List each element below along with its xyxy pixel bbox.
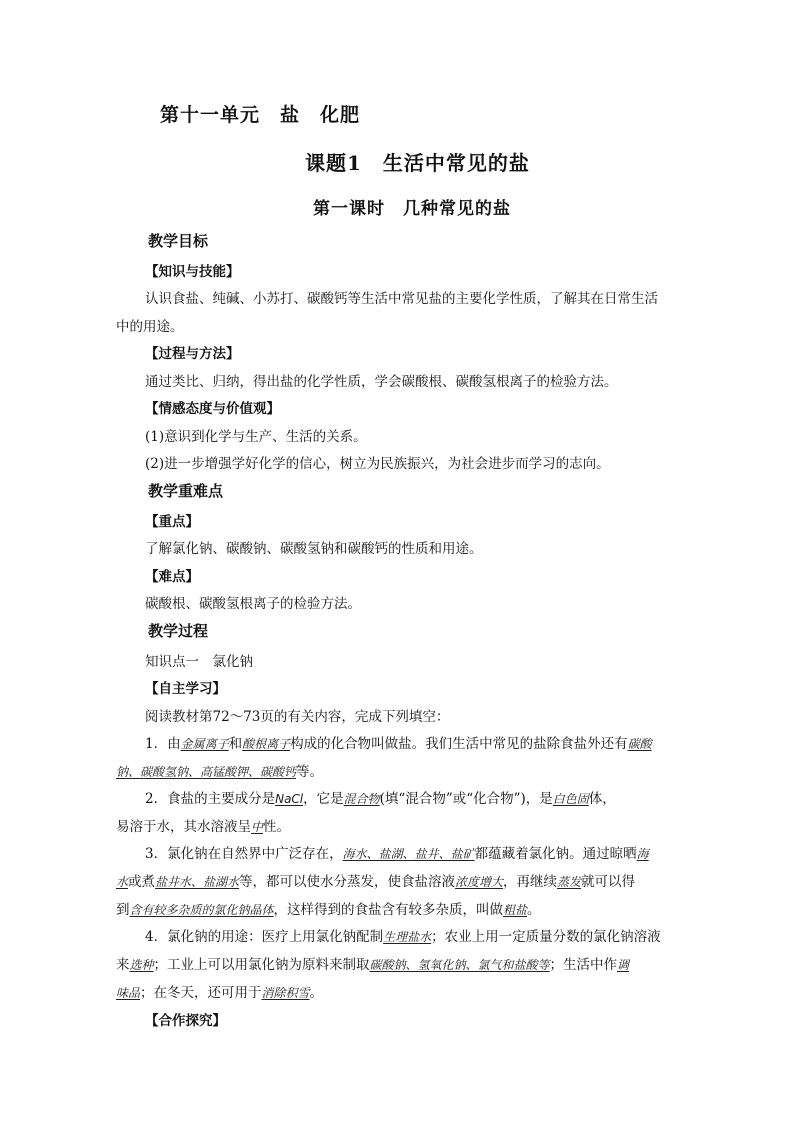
emotion-value-item-2: (2)进一步增强学好化学的信心，树立为民族振兴，为社会进步而学习的志向。	[145, 456, 610, 472]
process-method-text: 通过类比、归纳，得出盐的化学性质，学会碳酸根、碳酸氢根离子的检验方法。	[145, 374, 618, 390]
question-3-line3: 到含有较多杂质的氯化钠晶体，这样得到的食盐含有较多杂质，叫做粗盐。	[116, 902, 541, 918]
focus-text: 了解氯化钠、碳酸钠、碳酸氢钠和碳酸钙的性质和用途。	[145, 541, 483, 557]
knowledge-point-title: 知识点一 氯化钠	[145, 654, 253, 670]
answer-blank: 盐井水、盐湖水	[155, 875, 240, 889]
question-1-line2: 钠、碳酸氢钠、高锰酸钾、碳酸钙等。	[116, 764, 324, 780]
period-title: 第一课时 几种常见的盐	[313, 199, 511, 219]
answer-blank: 中	[251, 820, 264, 834]
difficulty-label: 【难点】	[145, 569, 199, 585]
self-study-label: 【自主学习】	[145, 681, 226, 697]
answer-blank: 粗盐	[503, 903, 528, 917]
unit-title: 第十一单元 盐 化肥	[160, 104, 361, 126]
answer-blank: 海	[636, 847, 649, 861]
difficulty-text: 碳酸根、碳酸氢根离子的检验方法。	[145, 596, 361, 612]
answer-blank: 酸根离子	[242, 737, 291, 751]
answer-blank: NaCl	[275, 792, 304, 806]
answer-blank: 消除积雪	[261, 986, 310, 1000]
reading-instruction: 阅读教材第72～73页的有关内容，完成下列填空：	[145, 709, 450, 725]
answer-blank: 海水、盐湖、盐井、盐矿	[342, 847, 475, 861]
question-4-line1: 4．氯化钠的用途：医疗上用氯化钠配制生理盐水；农业上用一定质量分数的氯化钠溶液	[145, 929, 661, 945]
answer-blank: 金属离子	[180, 737, 229, 751]
knowledge-skill-text-line2: 中的用途。	[116, 319, 184, 335]
answer-blank: 白色固	[552, 792, 589, 806]
objectives-heading: 教学目标	[148, 232, 209, 250]
answer-blank: 钠、碳酸氢钠、高锰酸钾、碳酸钙	[116, 765, 297, 779]
answer-blank: 水	[116, 875, 129, 889]
emotion-value-item-1: (1)意识到化学与生产、生活的关系。	[145, 429, 367, 445]
answer-blank: 生理盐水	[383, 930, 432, 944]
answer-blank: 混合物	[343, 792, 380, 806]
focus-label: 【重点】	[145, 514, 199, 530]
answer-blank: 蒸发	[557, 875, 582, 889]
answer-blank: 味品	[116, 986, 141, 1000]
question-1-line1: 1．由金属离子和酸根离子构成的化合物叫做盐。我们生活中常见的盐除食盐外还有碳酸	[145, 736, 652, 752]
cooperative-inquiry-label: 【合作探究】	[145, 1013, 226, 1029]
answer-blank: 碳酸	[627, 737, 652, 751]
answer-blank: 碳酸钠、氢氧化钠、氯气和盐酸等	[369, 958, 550, 972]
lesson-title: 课题1 生活中常见的盐	[305, 151, 530, 175]
question-4-line2: 来选种；工业上可以用氯化钠为原料来制取碳酸钠、氢氧化钠、氯气和盐酸等；生活中作调	[116, 957, 630, 973]
question-2-line2: 易溶于水，其水溶液呈中性。	[116, 819, 291, 835]
question-4-line3: 味品；在冬天，还可用于消除积雪。	[116, 985, 324, 1001]
process-heading: 教学过程	[148, 622, 209, 640]
answer-blank: 调	[617, 958, 630, 972]
key-points-heading: 教学重难点	[148, 482, 224, 500]
knowledge-skill-text-line1: 认识食盐、纯碱、小苏打、碳酸钙等生活中常见盐的主要化学性质，了解其在日常生活	[145, 291, 658, 307]
knowledge-skill-label: 【知识与技能】	[145, 264, 240, 280]
answer-blank: 选种	[129, 958, 154, 972]
emotion-value-label: 【情感态度与价值观】	[145, 401, 280, 417]
answer-blank: 含有较多杂质的氯化钠晶体	[129, 903, 274, 917]
question-3-line2: 水或煮盐井水、盐湖水等，都可以使水分蒸发，使食盐溶液浓度增大，再继续蒸发就可以得	[116, 874, 636, 890]
question-2-line1: 2．食盐的主要成分是NaCl，它是混合物(填“混合物”或“化合物”)，是白色固体，	[145, 791, 616, 807]
answer-blank: 浓度增大	[455, 875, 504, 889]
process-method-label: 【过程与方法】	[145, 346, 240, 362]
question-3-line1: 3．氯化钠在自然界中广泛存在，海水、盐湖、盐井、盐矿都蕴藏着氯化钠。通过晾晒海	[145, 846, 649, 862]
